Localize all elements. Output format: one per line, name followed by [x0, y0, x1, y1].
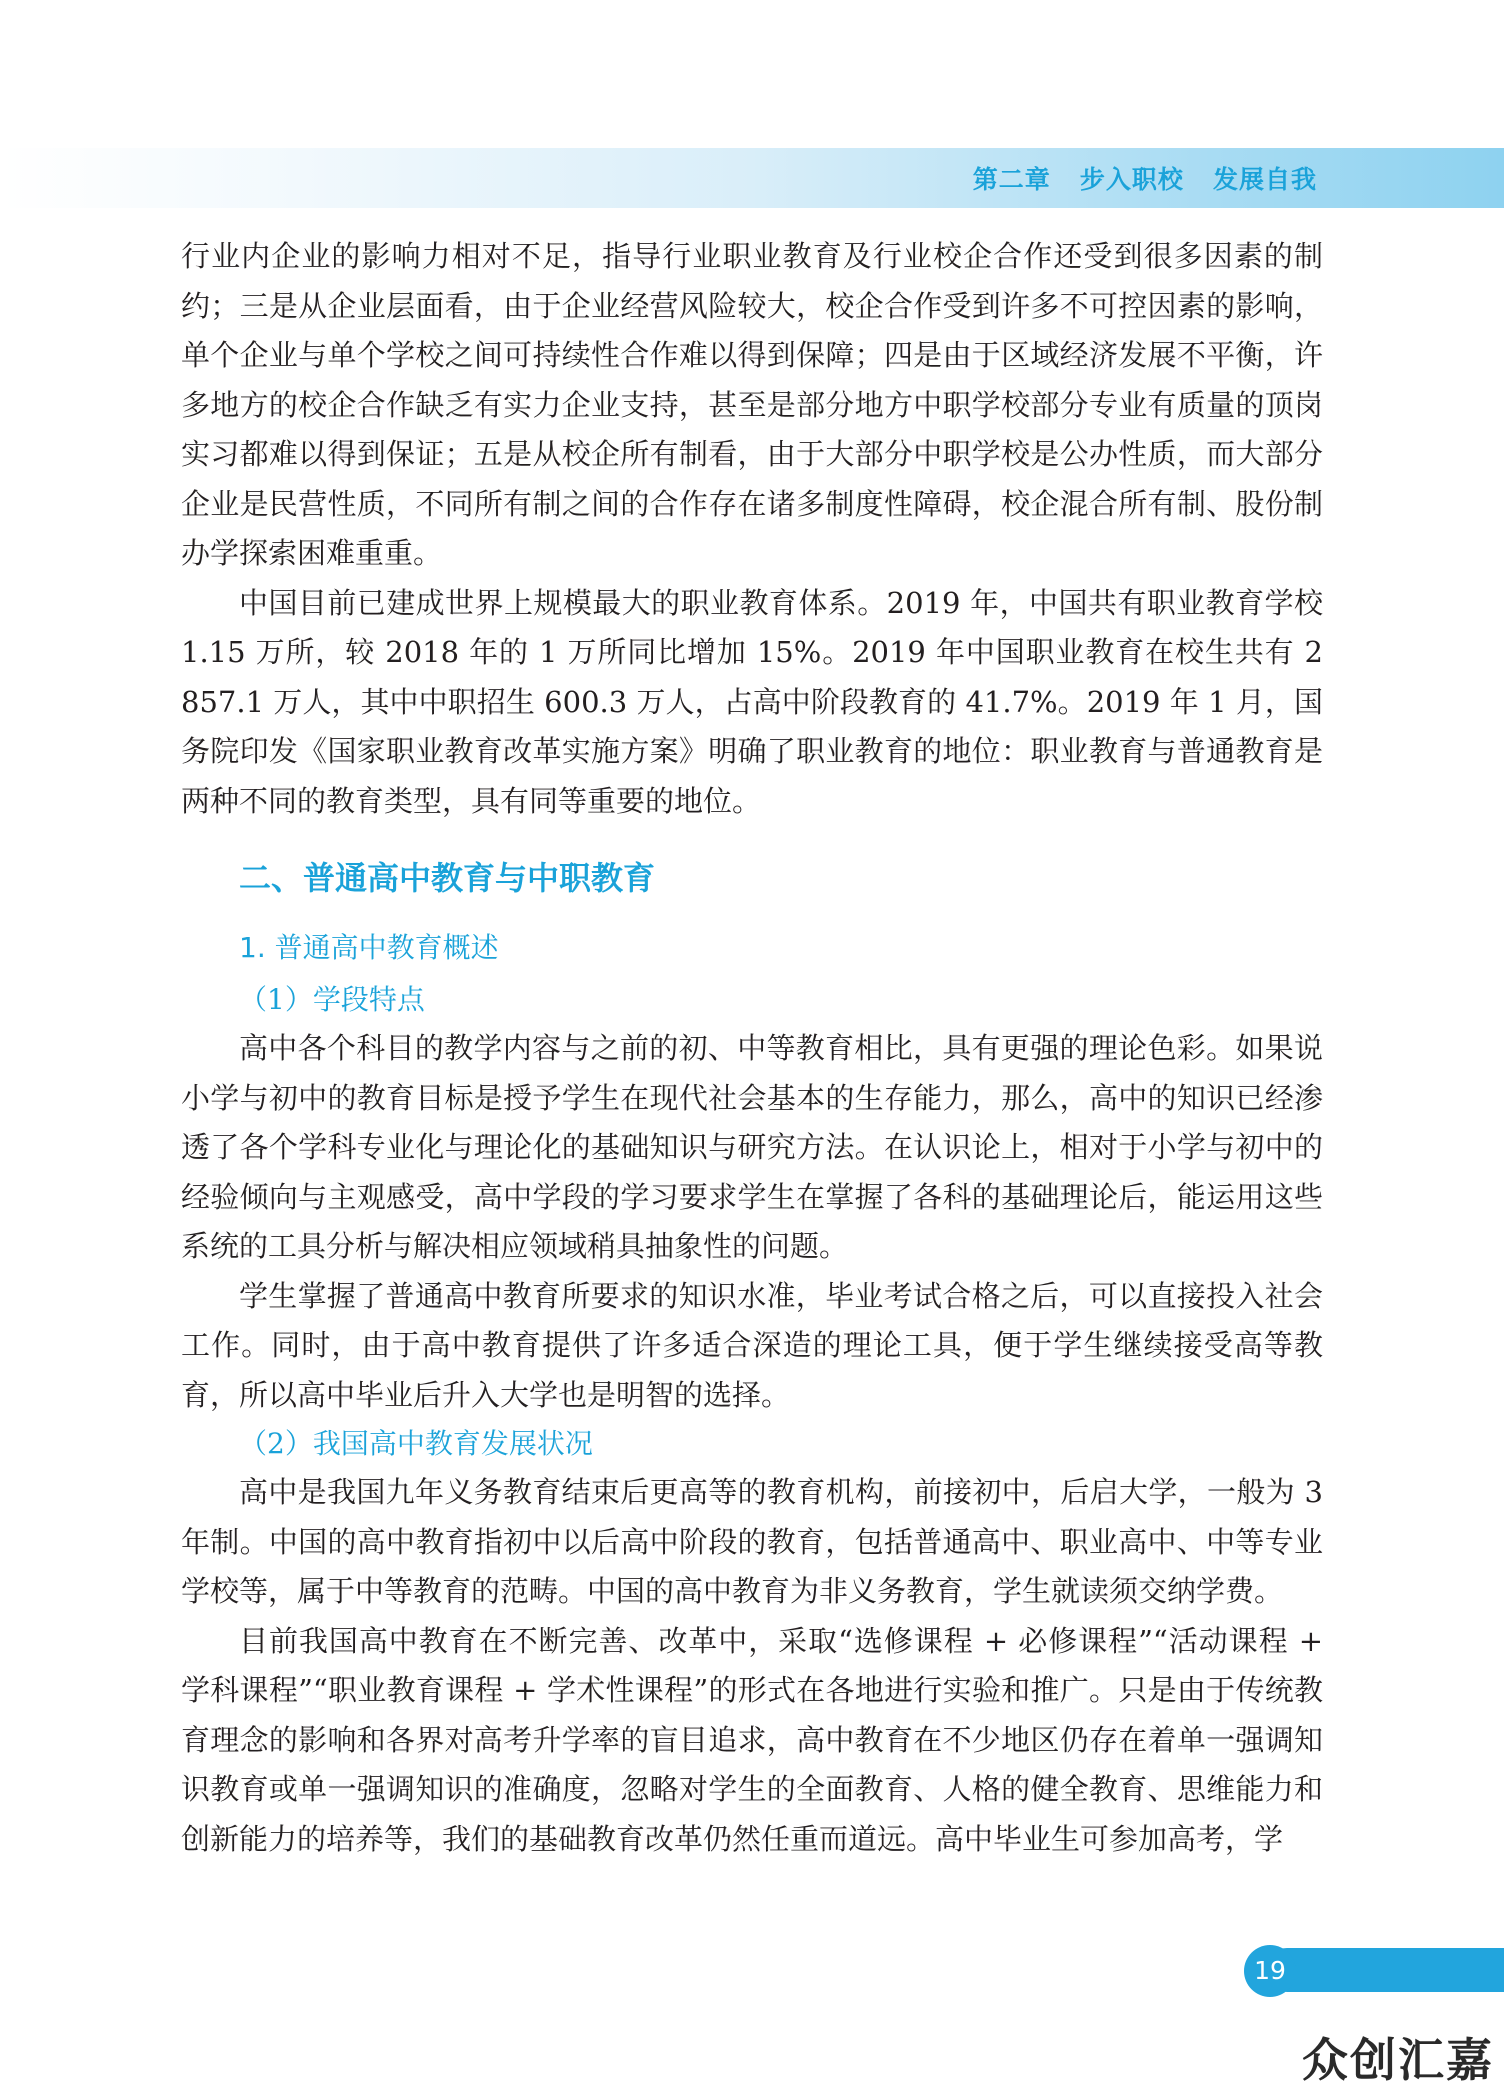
- subsection-heading: 1. 普通高中教育概述: [239, 931, 499, 964]
- running-header: [973, 160, 1317, 196]
- page-number: 19: [1244, 1945, 1296, 1997]
- paragraph: 中国目前已建成世界上规模最大的职业教育体系。2019 年，中国共有职业教育学校 1.15 万所，较 2018 年的 1 万所同比增加 15%。2019 年中国职业教育在校生共有 2 857.1 万人，其中中职招生 600.3 万人，占高中阶段教育的 41.7%。2019 年 1 月，国务院印发《国家职业教育改革实施方案》明确了职业教育的地位：职业教育与普通教育是两种不同的教育类型，具有同等重要的地位。: [181, 585, 1323, 818]
- paragraph: 高中是我国九年义务教育结束后更高等的教育机构，前接初中，后启大学，一般为 3 年制。中国的高中教育指初中以后高中阶段的教育，包括普通高中、职业高中、中等专业学校等，属于中等教育的范畴。中国的高中教育为非义务教育，学生就读须交纳学费。: [181, 1475, 1323, 1608]
- chapter-subtitle-2: 发展自我: [1212, 165, 1317, 194]
- watermark: 众创汇嘉: [1302, 2033, 1494, 2087]
- sub-subsection-heading: （2）我国高中教育发展状况: [239, 1427, 593, 1460]
- paragraph: 目前我国高中教育在不断完善、改革中，采取“选修课程 + 必修课程”“活动课程 + 学科课程”“职业教育课程 + 学术性课程”的形式在各地进行实验和推广。只是由于传统教育理念的影响和各界对高考升学率的盲目追求，高中教育在不少地区仍存在着单一强调知识教育或单一强调知识的准确度，忽略对学生的全面教育、人格的健全教育、思维能力和创新能力的培养等，我们的基础教育改革仍然任重而道远。高中毕业生可参加高考，学: [181, 1623, 1323, 1856]
- page-content: [181, 232, 1323, 1864]
- sub-subsection-heading: （1）学段特点: [239, 983, 425, 1016]
- chapter-label: 第二章: [972, 165, 1051, 194]
- footer-band: [1265, 1948, 1504, 1992]
- paragraph: 高中各个科目的教学内容与之前的初、中等教育相比，具有更强的理论色彩。如果说小学与初中的教育目标是授予学生在现代社会基本的生存能力，那么，高中的知识已经渗透了各个学科专业化与理论化的基础知识与研究方法。在认识论上，相对于小学与初中的经验倾向与主观感受，高中学段的学习要求学生在掌握了各科的基础理论后，能运用这些系统的工具分析与解决相应领域稍具抽象性的问题。: [181, 1031, 1323, 1263]
- paragraph: 学生掌握了普通高中教育所要求的知识水准，毕业考试合格之后，可以直接投入社会工作。同时，由于高中教育提供了许多适合深造的理论工具，便于学生继续接受高等教育，所以高中毕业后升入大学也是明智的选择。: [181, 1278, 1323, 1412]
- section-heading: 二、普通高中教育与中职教育: [239, 859, 656, 897]
- paragraph-continued: 行业内企业的影响力相对不足，指导行业职业教育及行业校企合作还受到很多因素的制约；三是从企业层面看，由于企业经营风险较大，校企合作受到许多不可控因素的影响，单个企业与单个学校之间可持续性合作难以得到保障；四是由于区域经济发展不平衡，许多地方的校企合作缺乏有实力企业支持，甚至是部分地方中职学校部分专业有质量的顶岗实习都难以得到保证；五是从校企所有制看，由于大部分中职学校是公办性质，而大部分企业是民营性质，不同所有制之间的合作存在诸多制度性障碍，校企混合所有制、股份制办学探索困难重重。: [181, 239, 1323, 570]
- chapter-subtitle-1: 步入职校: [1079, 165, 1184, 194]
